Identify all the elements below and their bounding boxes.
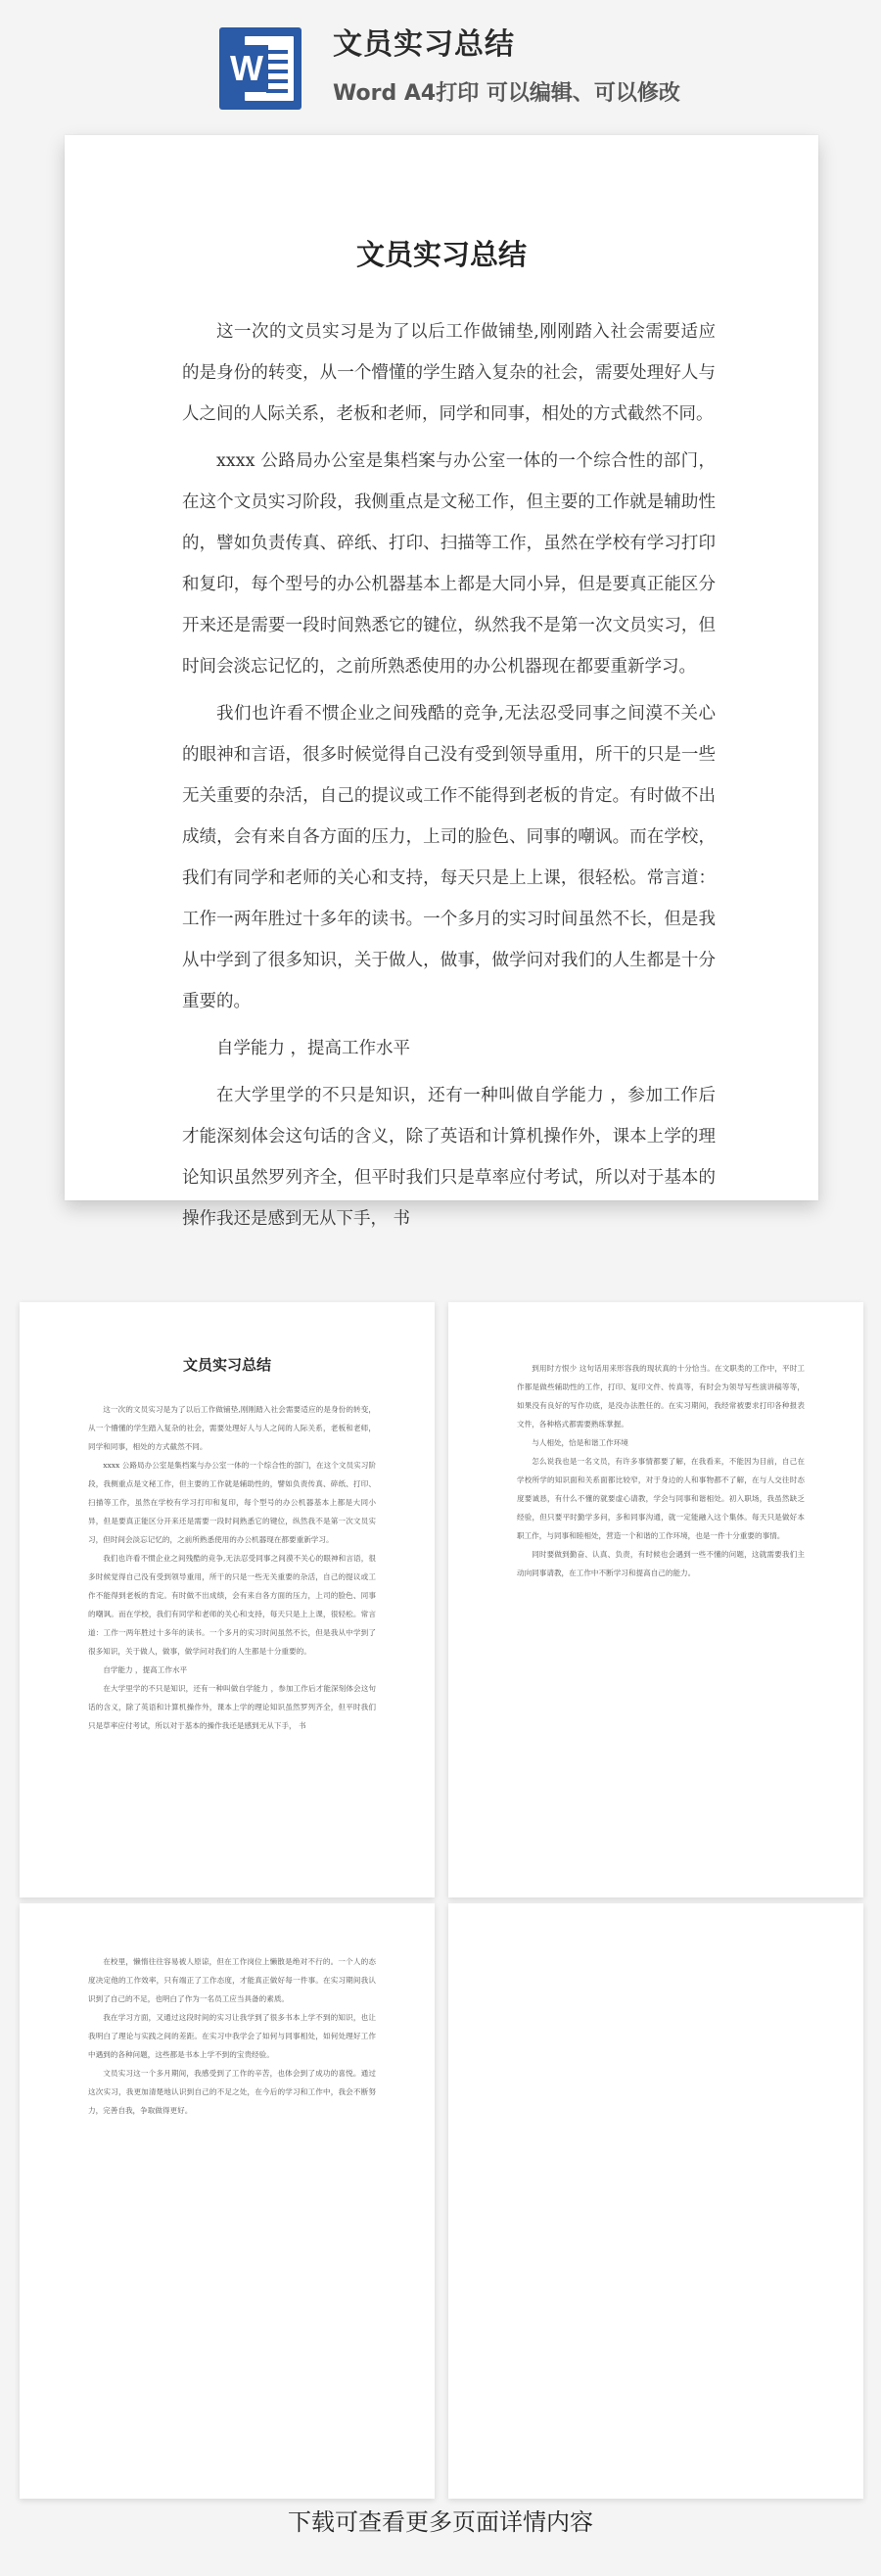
thumbnail-paragraph: 怎么说我也是一名文员，有许多事情都要了解，在我看来，不能因为目前，自己在学校所学的知识面和关系面都比较窄，对于身边的人和事物都不了解，在与人交往时态度要诚恳，有什么不懂的就要虚心请教，学会与同事和谐相处。初入职场，我虽然缺乏经验，但只要平时勤学多问，多和同事沟通，就一定能融入这个集体。每天只是做好本职工作，与同事和睦相处，营造一个和谐的工作环境，也是一件十分重要的事情。: [517, 1457, 805, 1540]
more-pages-link[interactable]: 下载可查看更多页面详情内容: [288, 2508, 593, 2536]
thumbnail-paragraph: 文员实习这一个多月期间，我感受到了工作的辛苦，也体会到了成功的喜悦。通过这次实习，我更加清楚地认识到自己的不足之处，在今后的学习和工作中，我会不断努力，完善自我，争取做得更好。: [88, 2069, 376, 2115]
thumbnail-body: [88, 1952, 376, 2120]
thumbnail-paragraph: xxxx 公路局办公室是集档案与办公室一体的一个综合性的部门，在这个文员实习阶段，我侧重点是文秘工作，但主要的工作就是辅助性的，譬如负责传真、碎纸、打印、扫描等工作，虽然在学校有学习打印和复印，每个型号的办公机器基本上都是大同小异，但是要真正能区分开来还是需要一段时间熟悉它的键位，纵然我不是第一次文员实习，但时间会淡忘记忆的，之前所熟悉使用的办公机器现在都要重新学习。: [88, 1461, 376, 1544]
document-title: 文员实习总结: [355, 238, 527, 271]
page-thumbnail-3[interactable]: [20, 1903, 435, 2499]
page-thumbnail-1[interactable]: [20, 1302, 435, 1897]
header: [0, 0, 881, 116]
document-body: [182, 311, 716, 1245]
thumbnail-paragraph: 到用时方恨少 这句话用来形容我的现状真的十分恰当。在文职类的工作中，平时工作都是做些辅助性的工作，打印、复印文件、传真等，有时会为领导写些演讲稿等等，如果没有良好的写作功底，是没办法胜任的。在实习期间，我经常被要求打印各种报表文件，各种格式都需要熟练掌握。: [517, 1364, 805, 1429]
header-title: 文员实习总结: [333, 27, 515, 62]
page-thumbnail-4[interactable]: [448, 1903, 863, 2499]
document-page: [65, 135, 818, 1229]
header-subtitle: Word A4打印 可以编辑、可以修改: [333, 81, 680, 106]
thumbnail-paragraph: 在大学里学的不只是知识，还有一种叫做自学能力 ，参加工作后才能深刻体会这句话的含义，除了英语和计算机操作外，课本上学的理论知识虽然罗列齐全，但平时我们只是草率应付考试，所以对于基本的操作我还是感到无从下手， 书: [88, 1684, 376, 1730]
thumbnail-paragraph: 与人相处，恰是和谐工作环境: [532, 1438, 628, 1447]
thumbnail-paragraph: 我们也许看不惯企业之间残酷的竞争,无法忍受同事之间漠不关心的眼神和言语，很多时候觉得自己没有受到领导重用，所干的只是一些无关重要的杂活，自己的提议或工作不能得到老板的肯定。有时做不出成绩，会有来自各方面的压力，上司的脸色、同事的嘲讽。而在学校，我们有同学和老师的关心和支持，每天只是上上课，很轻松。常言道：工作一两年胜过十多年的读书。一个多月的实习时间虽然不长，但是我从中学到了很多知识，关于做人，做事，做学问对我们的人生都是十分重要的。: [88, 1554, 376, 1656]
thumbnail-title: 文员实习总结: [182, 1356, 271, 1374]
word-icon: [219, 27, 301, 110]
thumbnail-paragraph: 自学能力 ，提高工作水平: [103, 1665, 188, 1674]
document-paragraph: 我们也许看不惯企业之间残酷的竞争,无法忍受同事之间漠不关心的眼神和言语，很多时候觉得自己没有受到领导重用，所干的只是一些无关重要的杂活，自己的提议或工作不能得到老板的肯定。有时做不出成绩，会有来自各方面的压力，上司的脸色、同事的嘲讽。而在学校，我们有同学和老师的关心和支持，每天只是上上课，很轻松。常言道：工作一两年胜过十多年的读书。一个多月的实习时间虽然不长，但是我从中学到了很多知识，关于做人，做事，做学问对我们的人生都是十分重要的。: [182, 704, 716, 1011]
thumbnail-body: [517, 1359, 805, 1582]
thumbnail-body: [88, 1400, 376, 1735]
document-paragraph: 在大学里学的不只是知识，还有一种叫做自学能力 ，参加工作后才能深刻体会这句话的含义，除了英语和计算机操作外，课本上学的理论知识虽然罗列齐全，但平时我们只是草率应付考试，所以对于基本的操作我还是感到无从下手， 书: [182, 1086, 716, 1229]
thumbnail-paragraph: 在校里，懒惰往往容易被人原谅，但在工作岗位上懒散是绝对不行的。一个人的态度决定他的工作效率，只有端正了工作态度，才能真正做好每一件事。在实习期间我认识到了自己的不足，也明白了作为一名员工应当具备的素质。: [88, 1957, 376, 2003]
thumbnail-paragraph: 同时要做到勤奋、认真、负责，有时候也会遇到一些不懂的问题，这就需要我们主动向同事请教，在工作中不断学习和提高自己的能力。: [517, 1550, 805, 1577]
document-paragraph: xxxx 公路局办公室是集档案与办公室一体的一个综合性的部门，在这个文员实习阶段，我侧重点是文秘工作，但主要的工作就是辅助性的，譬如负责传真、碎纸、打印、扫描等工作，虽然在学校有学习打印和复印，每个型号的办公机器基本上都是大同小异，但是要真正能区分开来还是需要一段时间熟悉它的键位，纵然我不是第一次文员实习，但时间会淡忘记忆的，之前所熟悉使用的办公机器现在都要重新学习。: [182, 451, 716, 677]
thumbnail-paragraph: 我在学习方面，又通过这段时间的实习让我学到了很多书本上学不到的知识，也让我明白了理论与实践之间的差距。在实习中我学会了如何与同事相处，如何处理好工作中遇到的各种问题，这些都是书本上学不到的宝贵经验。: [88, 2013, 376, 2059]
page-thumbnail-2[interactable]: [448, 1302, 863, 1897]
document-paragraph: 自学能力 ，提高工作水平: [216, 1039, 411, 1058]
thumbnail-paragraph: 这一次的文员实习是为了以后工作做铺垫,刚刚踏入社会需要适应的是身份的转变，从一个懵懂的学生踏入复杂的社会，需要处理好人与人之间的人际关系，老板和老师，同学和同事，相处的方式截然不同。: [88, 1405, 376, 1451]
document-paragraph: 这一次的文员实习是为了以后工作做铺垫,刚刚踏入社会需要适应的是身份的转变，从一个懵懂的学生踏入复杂的社会，需要处理好人与人之间的人际关系，老板和老师，同学和同事，相处的方式截然不同。: [182, 322, 716, 424]
word-logo-letter: W: [225, 45, 268, 92]
